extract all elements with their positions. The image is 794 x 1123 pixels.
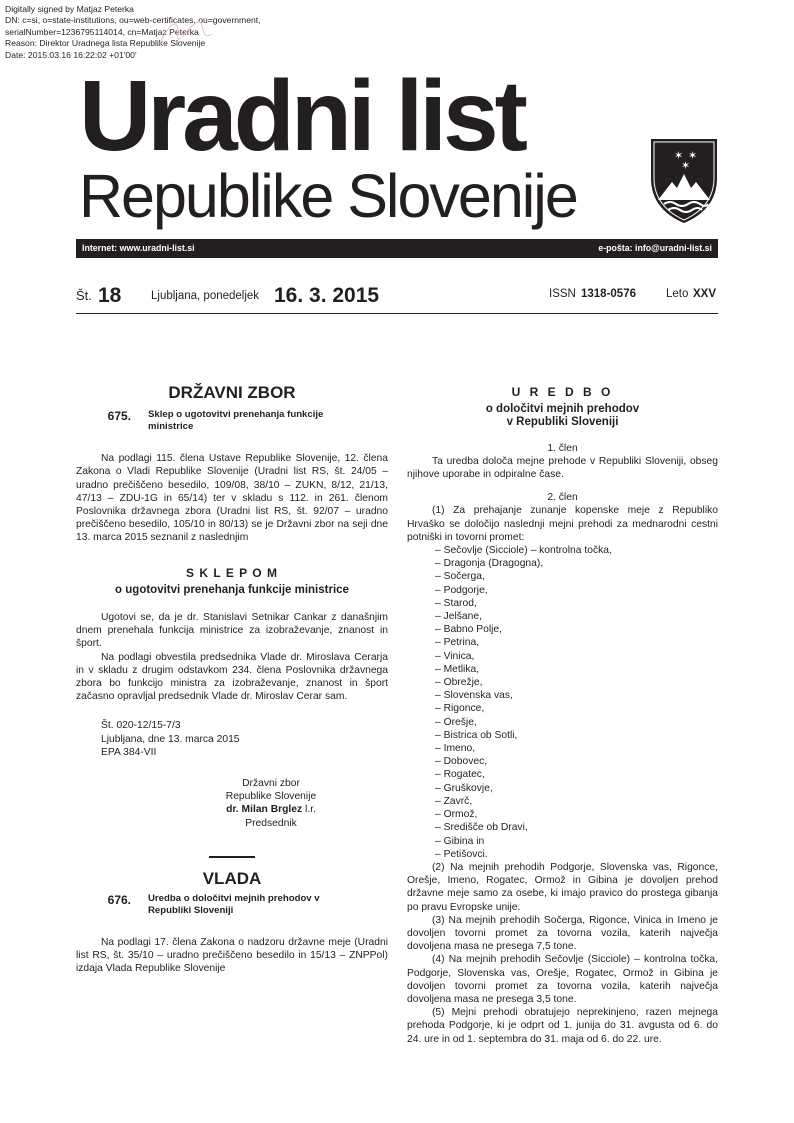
uredbo-title-line1: o določitvi mejnih prehodov: [485, 403, 640, 416]
issue-number: 18: [98, 284, 122, 307]
right-column: [407, 380, 718, 1046]
reference-date: Ljubljana, dne 13. marca 2015: [101, 733, 240, 745]
section-divider: [209, 856, 255, 858]
list-item: – Središče ob Dravi,: [435, 822, 528, 834]
list-item: – Orešje,: [435, 716, 477, 728]
signatory-name-line: [186, 803, 356, 816]
section-heading-vlada: VLADA: [202, 868, 262, 888]
signature-line: DN: c=si, o=state-institutions, ou=web-certificates, ou=government,: [5, 15, 261, 26]
list-item: – Sočerga,: [435, 571, 485, 583]
list-item: – Zavrč,: [435, 795, 473, 807]
masthead-title: Uradni list: [79, 60, 524, 172]
list-item: – Gibina in: [435, 835, 485, 847]
article-heading: 2. člen: [547, 492, 578, 504]
signatory-block: [186, 777, 356, 830]
act-number: 676.: [107, 893, 131, 908]
section-heading-drzavni-zbor: DRŽAVNI ZBOR: [168, 383, 296, 402]
paragraph: (3) Na mejnih prehodih Sočerga, Rigonce, Vinica in Imeno je dovoljen tovorni promet za tovorna vozila, katerih največja dovoljena masa ne presega 7,5 tone.: [407, 914, 718, 953]
paragraph: Na podlagi 115. člena Ustave Republike Slovenije, 12. člena Zakona o Vladi Republike Slovenije (Uradni list RS, št. 24/05 – uradno prečiščeno besedilo, 109/08, 38/10 – ZUKN, 8/12, 21/13, 47/13 – ZDU-1G in 65/14) ter v skladu s 112. in 261. členom Poslovnika državnega zbora (Uradni list RS, št. 92/07 – uradno prečiščeno besedilo, 105/10 in 80/13) se je Državni zbor na seji dne 13. marca 2015 seznanil z naslednjim: [76, 453, 388, 544]
paragraph: Na podlagi 17. člena Zakona o nadzoru državne meje (Uradni list RS, št. 35/10 – uradno prečiščeno besedilo in 15/13 – ZNPPol) izdaja Vlada Republike Slovenije: [76, 937, 388, 975]
issue-line: [76, 283, 718, 314]
list-item: – Rogatec,: [435, 769, 485, 781]
act-title: Uredba o določitvi mejnih prehodov v Republiki Sloveniji: [148, 893, 320, 916]
article-heading: 1. člen: [547, 442, 578, 454]
list-item: – Slovenska vas,: [435, 690, 513, 702]
signatory-body-line2: Republike Slovenije: [225, 791, 317, 803]
internet-link[interactable]: Internet: www.uradni-list.si: [82, 243, 195, 253]
list-item: – Rigonce,: [435, 703, 485, 715]
paragraph: Ta uredba določa mejne prehode v Republiki Sloveniji, obseg njihove uporabe in odpiralne čase.: [407, 455, 718, 481]
list-item: – Dobovec,: [435, 756, 488, 768]
list-item: – Ormož,: [435, 809, 478, 821]
paragraph: (1) Za prehajanje zunanje kopenske meje z Republiko Hrvaško se določijo naslednji mejni prehodi za mednarodni cestni potniški in tovorni promet:: [407, 505, 718, 543]
signature-line: Date: 2015.03.16 16:22:02 +01'00': [5, 49, 137, 60]
list-item: – Petišovci.: [435, 848, 488, 860]
signature-scrawl-icon: [150, 14, 220, 50]
issue-st-label: Št.: [76, 288, 92, 303]
signature-line: Digitally signed by Matjaz Peterka: [5, 4, 134, 14]
act-title: Sklep o ugotovitvi prenehanja funkcije ministrice: [148, 409, 324, 432]
paragraph: (2) Na mejnih prehodih Podgorje, Slovenska vas, Rigonce, Orešje, Imeno, Rogatec, Ormož in Gibina je dovoljen prehod državne meje samo za osebe, ki imajo pravico do prostega gibanja po pravu Evropske unije.: [407, 861, 718, 913]
list-item: – Sečovlje (Sicciole) – kontrolna točka,: [435, 545, 612, 557]
paragraph: Ugotovi se, da je dr. Stanislavi Setnikar Cankar z današnjim dnem prenehala funkcija ministrice za izobraževanje, znanost in šport.: [76, 612, 388, 650]
paragraph: (5) Mejni prehodi obratujejo neprekinjeno, razen mejnega prehoda Podgorje, ki je odprt od 1. junija do 31. avgusta od 6. do 24. ure in od 1. septembra do 31. maja od 6. do 22. ure.: [407, 1007, 718, 1045]
signatory-role: Predsednik: [245, 817, 297, 829]
reference-number: Št. 020-12/15-7/3: [101, 720, 181, 732]
list-item: – Imeno,: [435, 743, 476, 755]
list-item: – Podgorje,: [435, 584, 488, 596]
list-item: – Jelšane,: [435, 611, 482, 623]
signatory-name: dr. Milan Brglez: [226, 804, 303, 816]
svg-text:✶: ✶: [674, 149, 684, 162]
masthead-contact-bar: [76, 239, 718, 258]
list-item: – Metlika,: [435, 663, 480, 675]
reference-block: [76, 719, 388, 759]
left-column: [76, 380, 388, 976]
issue-date: 16. 3. 2015: [274, 284, 380, 307]
issn-label: ISSN: [549, 288, 576, 300]
signatory-body: Državni zbor: [242, 778, 300, 790]
act-number: 675.: [107, 409, 131, 424]
svg-text:✶: ✶: [681, 159, 691, 172]
act-675-heading: [76, 409, 388, 432]
paragraph: Na podlagi obvestila predsednika Vlade dr. Miroslava Cerarja in v skladu z drugim odstavkom 234. člena Poslovnika državnega zbora bo funkcijo ministra za izobraževanje, znanost in šport začasno opravljal predsednik Vlade dr. Miroslav Cerar sam.: [76, 651, 388, 703]
signatory-suffix: l.r.: [302, 804, 316, 816]
uredbo-title-line2: v Republiki Sloveniji: [506, 416, 619, 429]
masthead-subtitle: Republike Slovenije: [79, 162, 577, 230]
signature-line: serialNumber=1236795114014, cn=Matjaz Peterka: [5, 26, 199, 37]
leto-value: XXV: [693, 288, 717, 300]
issue-place-day: Ljubljana, ponedeljek: [151, 290, 260, 302]
issn-value: 1318-0576: [581, 288, 636, 300]
signature-line: Reason: Direktor Uradnega lista Republike Slovenije: [5, 38, 206, 49]
border-crossings-list: [407, 544, 718, 861]
sklepom-subheading: o ugotovitvi prenehanja funkcije ministrice: [115, 583, 349, 596]
leto-label: Leto: [666, 288, 689, 300]
list-item: – Starod,: [435, 597, 477, 609]
list-item: – Gruškovje,: [435, 782, 493, 794]
reference-epa: EPA 384-VII: [101, 746, 157, 758]
slovenia-coat-of-arms-icon: [650, 138, 718, 224]
digital-signature: [5, 4, 261, 61]
list-item: – Vinica,: [435, 650, 475, 662]
uredbo-heading: U R E D B O: [511, 385, 614, 399]
list-item: – Dragonja (Dragogna),: [435, 558, 544, 570]
sklepom-heading: S K L E P O M: [186, 565, 278, 580]
list-item: – Obrežje,: [435, 677, 483, 689]
list-item: – Bistrica ob Sotli,: [435, 729, 518, 741]
email-link[interactable]: e-pošta: info@uradni-list.si: [598, 243, 712, 253]
list-item: – Petrina,: [435, 637, 480, 649]
list-item: – Babno Polje,: [435, 624, 502, 636]
act-676-heading: [76, 893, 388, 916]
paragraph: (4) Na mejnih prehodih Sečovlje (Sicciole) – kontrolna točka, Podgorje, Slovenska vas, Orešje, Rogatec, Ormož in Gibina je dovoljen tovorni promet za tovorna vozila, katerih največja dovoljena masa ne presega 3,5 tone.: [407, 954, 718, 1005]
svg-text:✶: ✶: [688, 149, 698, 162]
